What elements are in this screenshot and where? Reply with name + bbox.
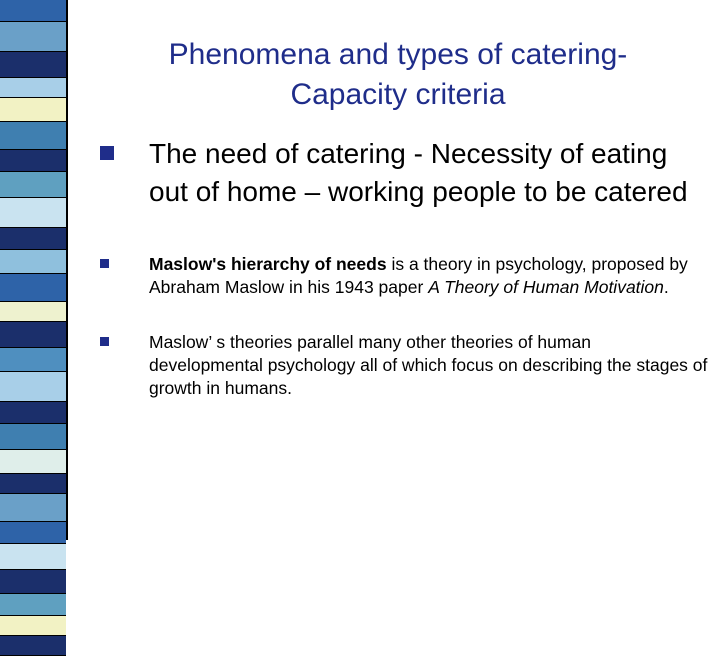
- stripe-block: [0, 322, 66, 348]
- stripe-block: [0, 198, 66, 228]
- stripe-block: [0, 22, 66, 52]
- stripe-block: [0, 172, 66, 198]
- stripe-block: [0, 122, 66, 150]
- bullet-text-1: The need of catering - Necessity of eating out of home – working people to be catered: [149, 138, 688, 207]
- bullet-text-3: Maslow’ s theories parallel many other theories of human developmental psychology all of which focus on describing the stages of growth in humans.: [149, 332, 708, 398]
- stripe-block: [0, 494, 66, 522]
- title-line-1: Phenomena and types of catering-: [168, 38, 628, 71]
- stripe-block: [0, 570, 66, 594]
- stripe-block: [0, 0, 66, 22]
- stripe-block: [0, 98, 66, 122]
- decorative-stripe: [0, 0, 68, 540]
- bullet-2-end: .: [663, 277, 669, 297]
- square-bullet-icon: [100, 337, 109, 346]
- title-line-2: Capacity criteria: [290, 78, 506, 111]
- stripe-block: [0, 78, 66, 98]
- stripe-block: [0, 424, 66, 450]
- bullet-2-italic: A Theory of Human Motivation: [428, 277, 664, 297]
- stripe-block: [0, 474, 66, 494]
- stripe-block: [0, 402, 66, 424]
- stripe-block: [0, 228, 66, 250]
- stripe-block: [0, 372, 66, 402]
- bullet-2-bold: Maslow's hierarchy of needs: [149, 254, 387, 274]
- stripe-block: [0, 636, 66, 656]
- stripe-block: [0, 616, 66, 636]
- stripe-block: [0, 150, 66, 172]
- square-bullet-icon: [100, 146, 114, 160]
- bullet-2-mid: is a theory in psychology, proposed by Abraham Maslow in his 1943 paper: [149, 254, 688, 297]
- stripe-block: [0, 522, 66, 544]
- bullet-text-2: [149, 253, 709, 299]
- stripe-block: [0, 302, 66, 322]
- square-bullet-icon: [100, 259, 109, 268]
- slide-title: [110, 35, 686, 115]
- stripe-block: [0, 52, 66, 78]
- stripe-block: [0, 544, 66, 570]
- stripe-block: [0, 594, 66, 616]
- stripe-block: [0, 450, 66, 474]
- stripe-block: [0, 274, 66, 302]
- stripe-block: [0, 348, 66, 372]
- stripe-block: [0, 250, 66, 274]
